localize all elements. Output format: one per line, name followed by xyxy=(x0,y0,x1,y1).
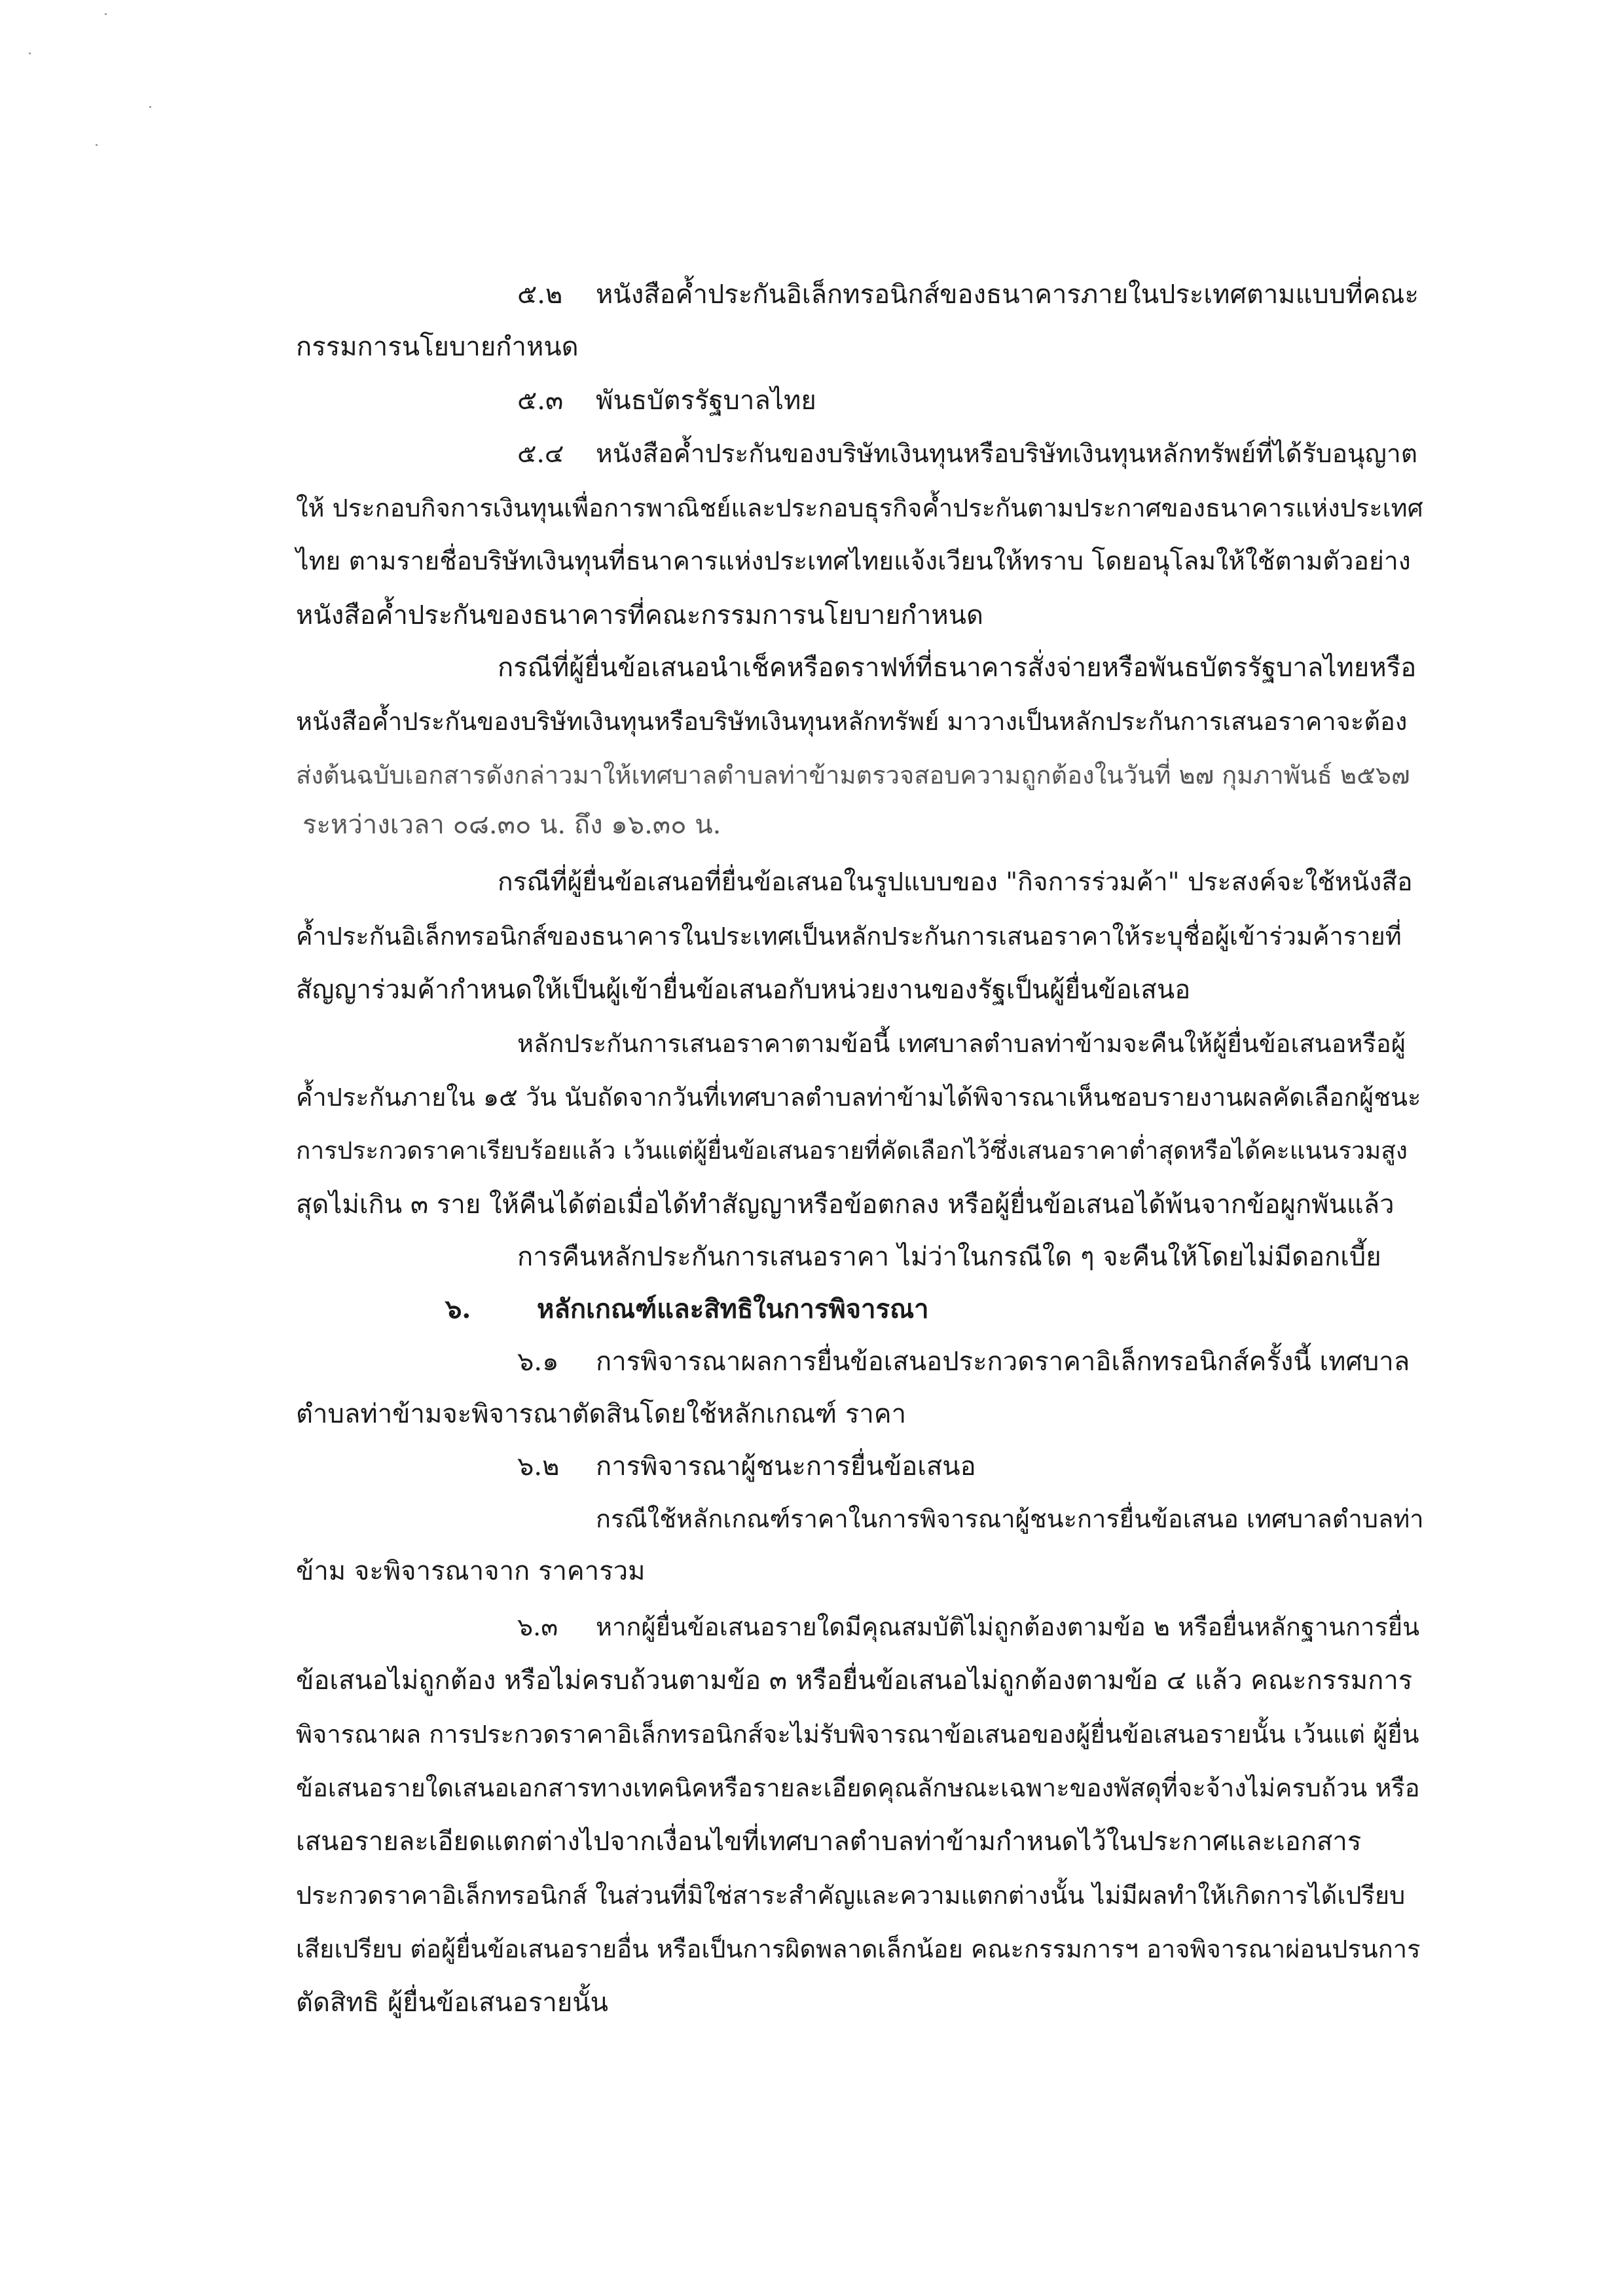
paragraph-1-line-4: ระหว่างเวลา ๐๘.๓๐ น. ถึง ๑๖.๓๐ น. xyxy=(302,810,721,840)
section-title: หลักเกณฑ์และสิทธิในการพิจารณา xyxy=(537,1294,929,1324)
clause-6-1-line-1 xyxy=(517,1342,1410,1381)
clause-number: ๕.๓ xyxy=(517,386,564,416)
clause-6-3-line-1 xyxy=(517,1607,1419,1647)
clause-6-3-line-3: พิจารณาผล การประกวดราคาอิเล็กทรอนิกส์จะไม่รับพิจารณาข้อเสนอของผู้ยื่นข้อเสนอรายนั้น เว้นแต่ ผู้ยื่น xyxy=(296,1720,1419,1749)
clause-text: การพิจารณาผู้ชนะการยื่นข้อเสนอ xyxy=(596,1451,976,1482)
clause-6-3-line-2: ข้อเสนอไม่ถูกต้อง หรือไม่ครบถ้วนตามข้อ ๓ หรือยื่นข้อเสนอไม่ถูกต้องตามข้อ ๔ แล้ว คณะกรรมการ xyxy=(296,1666,1413,1696)
clause-number: ๕.๔ xyxy=(517,439,564,469)
paragraph-1-line-3: ส่งต้นฉบับเอกสารดังกล่าวมาให้เทศบาลตำบลท่าข้ามตรวจสอบความถูกต้องในวันที่ ๒๗ กุมภาพันธ์ ๒๕๖๗ xyxy=(296,761,1410,790)
clause-6-3-line-7: เสียเปรียบ ต่อผู้ยื่นข้อเสนอรายอื่น หรือเป็นการผิดพลาดเล็กน้อย คณะกรรมการฯ อาจพิจารณาผ่อนปรนการ xyxy=(296,1935,1421,1963)
clause-6-2-line-3: ข้าม จะพิจารณาจาก ราคารวม xyxy=(296,1556,646,1586)
clause-6-3-line-5: เสนอรายละเอียดแตกต่างไปจากเงื่อนไขที่เทศบาลตำบลท่าข้ามกำหนดไว้ในประกาศและเอกสาร xyxy=(296,1827,1362,1857)
section-6-heading xyxy=(445,1290,929,1329)
scan-speck xyxy=(105,13,107,15)
clause-5-4-line-3: ไทย ตามรายชื่อบริษัทเงินทุนที่ธนาคารแห่งประเทศไทยแจ้งเวียนให้ทราบ โดยอนุโลมให้ใช้ตามตัวอย่าง xyxy=(296,547,1411,576)
clause-6-1-line-2: ตำบลท่าข้ามจะพิจารณาตัดสินโดยใช้หลักเกณฑ์ ราคา xyxy=(296,1399,907,1429)
clause-5-3-line-1 xyxy=(517,381,816,420)
clause-6-3-line-4: ข้อเสนอรายใดเสนอเอกสารทางเทคนิคหรือรายละเอียดคุณลักษณะเฉพาะของพัสดุที่จะจ้างไม่ครบถ้วน หรือ xyxy=(296,1774,1420,1802)
paragraph-4-line-1: การคืนหลักประกันการเสนอราคา ไม่ว่าในกรณีใด ๆ จะคืนให้โดยไม่มีดอกเบี้ย xyxy=(517,1242,1381,1272)
paragraph-1-line-1: กรณีที่ผู้ยื่นข้อเสนอนำเช็คหรือดราฟท์ที่ธนาคารสั่งจ่ายหรือพันธบัตรรัฐบาลไทยหรือ xyxy=(498,653,1417,683)
scan-speck xyxy=(96,144,98,146)
clause-5-4-line-1 xyxy=(517,435,1417,474)
section-number: ๖. xyxy=(445,1294,471,1324)
paragraph-2-line-2: ค้ำประกันอิเล็กทรอนิกส์ของธนาคารในประเทศเป็นหลักประกันการเสนอราคาให้ระบุชื่อผู้เข้าร่วมค้ารายที่ xyxy=(296,922,1402,951)
paragraph-1-line-2: หนังสือค้ำประกันของบริษัทเงินทุนหรือบริษัทเงินทุนหลักทรัพย์ มาวางเป็นหลักประกันการเสนอราคาจะต้อง xyxy=(296,707,1408,736)
clause-6-3-line-8: ตัดสิทธิ ผู้ยื่นข้อเสนอรายนั้น xyxy=(296,1988,608,2018)
clause-number: ๕.๒ xyxy=(517,280,563,310)
paragraph-3-line-3: การประกวดราคาเรียบร้อยแล้ว เว้นแต่ผู้ยื่นข้อเสนอรายที่คัดเลือกไว้ซึ่งเสนอราคาต่ำสุดหรือได้คะแนนรวมสูง xyxy=(296,1137,1408,1165)
scan-speck xyxy=(149,106,151,108)
paragraph-3-line-2: ค้ำประกันภายใน ๑๕ วัน นับถัดจากวันที่เทศบาลตำบลท่าข้ามได้พิจารณาเห็นชอบรายงานผลคัดเลือกผู้ชนะ xyxy=(296,1083,1421,1112)
paragraph-2-line-1: กรณีที่ผู้ยื่นข้อเสนอที่ยื่นข้อเสนอในรูปแบบของ "กิจการร่วมค้า" ประสงค์จะใช้หนังสือ xyxy=(498,867,1413,897)
clause-text: หนังสือค้ำประกันของบริษัทเงินทุนหรือบริษัทเงินทุนหลักทรัพย์ที่ได้รับอนุญาต xyxy=(596,439,1418,469)
clause-5-2-line-2: กรรมการนโยบายกำหนด xyxy=(296,332,579,362)
clause-number: ๖.๑ xyxy=(517,1347,559,1377)
clause-text: หากผู้ยื่นข้อเสนอรายใดมีคุณสมบัติไม่ถูกต้องตามข้อ ๒ หรือยื่นหลักฐานการยื่น xyxy=(596,1613,1420,1641)
clause-5-4-line-2: ให้ ประกอบกิจการเงินทุนเพื่อการพาณิชย์และประกอบธุรกิจค้ำประกันตามประกาศของธนาคารแห่งประเทศ xyxy=(296,494,1423,522)
paragraph-3-line-1: หลักประกันการเสนอราคาตามข้อนี้ เทศบาลตำบลท่าข้ามจะคืนให้ผู้ยื่นข้อเสนอหรือผู้ xyxy=(517,1029,1406,1058)
scan-speck xyxy=(29,52,31,54)
clause-6-2-line-2: กรณีใช้หลักเกณฑ์ราคาในการพิจารณาผู้ชนะการยื่นข้อเสนอ เทศบาลตำบลท่า xyxy=(596,1504,1424,1533)
clause-6-2-line-1 xyxy=(517,1447,976,1486)
clause-5-4-line-4: หนังสือค้ำประกันของธนาคารที่คณะกรรมการนโยบายกำหนด xyxy=(296,600,983,630)
paragraph-2-line-3: สัญญาร่วมค้ากำหนดให้เป็นผู้เข้ายื่นข้อเสนอกับหน่วยงานของรัฐเป็นผู้ยื่นข้อเสนอ xyxy=(296,975,1191,1005)
paragraph-3-line-4: สุดไม่เกิน ๓ ราย ให้คืนได้ต่อเมื่อได้ทำสัญญาหรือข้อตกลง หรือผู้ยื่นข้อเสนอได้พ้นจากข้อผูกพันแล้ว xyxy=(296,1190,1395,1220)
clause-text: หนังสือค้ำประกันอิเล็กทรอนิกส์ของธนาคารภายในประเทศตามแบบที่คณะ xyxy=(596,280,1419,310)
clause-text: การพิจารณาผลการยื่นข้อเสนอประกวดราคาอิเล็กทรอนิกส์ครั้งนี้ เทศบาล xyxy=(596,1347,1410,1377)
clause-5-2-line-1 xyxy=(517,275,1419,314)
clause-number: ๖.๒ xyxy=(517,1451,560,1482)
clause-text: พันธบัตรรัฐบาลไทย xyxy=(596,386,816,416)
clause-6-3-line-6: ประกวดราคาอิเล็กทรอนิกส์ ในส่วนที่มิใช่สาระสำคัญและความแตกต่างนั้น ไม่มีผลทำให้เกิดการได้เปรียบ xyxy=(296,1881,1406,1910)
clause-number: ๖.๓ xyxy=(517,1613,558,1641)
